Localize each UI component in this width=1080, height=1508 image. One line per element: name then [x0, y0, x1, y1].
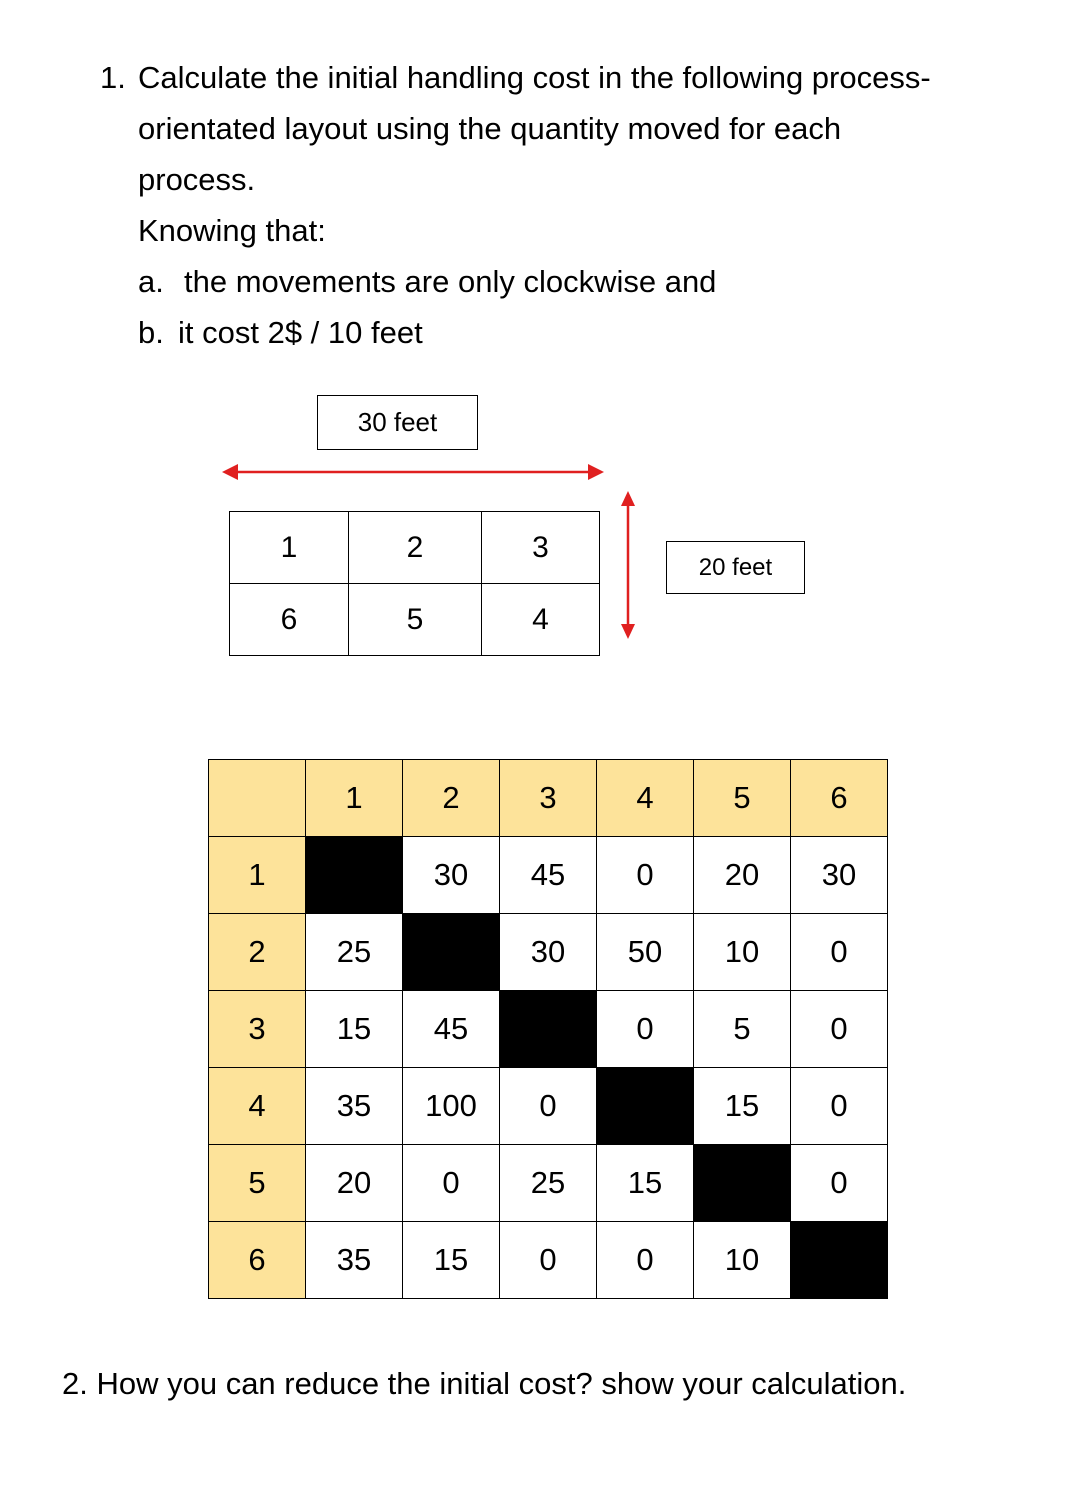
department-layout-grid [229, 511, 600, 656]
width-dimension-label: 30 feet [317, 395, 478, 450]
height-arrow-top-head [621, 491, 635, 506]
matrix-cell: 10 [694, 1222, 791, 1299]
matrix-cell: 25 [306, 914, 403, 991]
question-2: 2. How you can reduce the initial cost? show your calculation. [62, 1366, 907, 1401]
matrix-cell: 100 [403, 1068, 500, 1145]
column-header: 4 [597, 760, 694, 837]
matrix-cell: 30 [791, 837, 888, 914]
matrix-cell: 30 [500, 914, 597, 991]
width-arrow-left-head [222, 464, 238, 480]
row-header: 2 [209, 914, 306, 991]
row-header: 1 [209, 837, 306, 914]
diagonal-cell [500, 991, 597, 1068]
matrix-cell: 35 [306, 1068, 403, 1145]
condition-b-text: it cost 2$ / 10 feet [178, 315, 423, 350]
column-header: 5 [694, 760, 791, 837]
condition-a-text: the movements are only clockwise and [184, 264, 717, 299]
department-cell: 6 [230, 584, 349, 656]
matrix-cell: 15 [694, 1068, 791, 1145]
layout-row [230, 584, 600, 656]
condition-b-label: b. [138, 315, 164, 350]
matrix-cell: 5 [694, 991, 791, 1068]
department-cell: 3 [482, 512, 600, 584]
department-cell: 4 [482, 584, 600, 656]
matrix-row [209, 1145, 888, 1222]
matrix-cell: 0 [791, 914, 888, 991]
question-1-line: process. [138, 162, 256, 197]
matrix-cell: 0 [500, 1068, 597, 1145]
department-cell: 1 [230, 512, 349, 584]
diagonal-cell [597, 1068, 694, 1145]
matrix-row [209, 991, 888, 1068]
layout-row [230, 512, 600, 584]
matrix-cell: 35 [306, 1222, 403, 1299]
matrix-cell: 15 [597, 1145, 694, 1222]
row-header: 5 [209, 1145, 306, 1222]
matrix-cell: 0 [791, 1068, 888, 1145]
row-header: 3 [209, 991, 306, 1068]
question-1-line: orientated layout using the quantity moved for each [138, 111, 842, 146]
matrix-cell: 0 [597, 837, 694, 914]
matrix-cell: 15 [306, 991, 403, 1068]
question-1 [100, 52, 1050, 358]
column-header: 2 [403, 760, 500, 837]
matrix-cell: 25 [500, 1145, 597, 1222]
matrix-cell: 50 [597, 914, 694, 991]
diagonal-cell [694, 1145, 791, 1222]
matrix-header-row [209, 760, 888, 837]
matrix-cell: 0 [791, 991, 888, 1068]
matrix-corner-cell [209, 760, 306, 837]
matrix-cell: 0 [597, 991, 694, 1068]
condition-b [138, 307, 1050, 358]
matrix-row [209, 837, 888, 914]
question-1-line: Knowing that: [138, 213, 326, 248]
question-1-body [138, 52, 1050, 358]
matrix-cell: 0 [403, 1145, 500, 1222]
matrix-cell: 20 [694, 837, 791, 914]
question-1-line: Calculate the initial handling cost in the following process- [138, 60, 931, 95]
matrix-row [209, 1222, 888, 1299]
matrix-cell: 10 [694, 914, 791, 991]
matrix-cell: 45 [500, 837, 597, 914]
row-header: 6 [209, 1222, 306, 1299]
matrix-cell: 0 [597, 1222, 694, 1299]
matrix-row [209, 914, 888, 991]
diagonal-cell [403, 914, 500, 991]
column-header: 6 [791, 760, 888, 837]
height-arrow-bottom-head [621, 624, 635, 639]
department-cell: 2 [349, 512, 482, 584]
flow-matrix [208, 759, 888, 1299]
column-header: 3 [500, 760, 597, 837]
row-header: 4 [209, 1068, 306, 1145]
column-header: 1 [306, 760, 403, 837]
matrix-row [209, 1068, 888, 1145]
matrix-cell: 0 [791, 1145, 888, 1222]
matrix-cell: 20 [306, 1145, 403, 1222]
height-dimension-label: 20 feet [666, 541, 805, 594]
condition-a [138, 256, 1050, 307]
matrix-cell: 30 [403, 837, 500, 914]
condition-a-label: a. [138, 264, 164, 299]
diagonal-cell [306, 837, 403, 914]
matrix-cell: 45 [403, 991, 500, 1068]
width-arrow-right-head [588, 464, 604, 480]
department-cell: 5 [349, 584, 482, 656]
matrix-cell: 0 [500, 1222, 597, 1299]
diagonal-cell [791, 1222, 888, 1299]
question-1-number: 1. [100, 60, 126, 95]
matrix-cell: 15 [403, 1222, 500, 1299]
